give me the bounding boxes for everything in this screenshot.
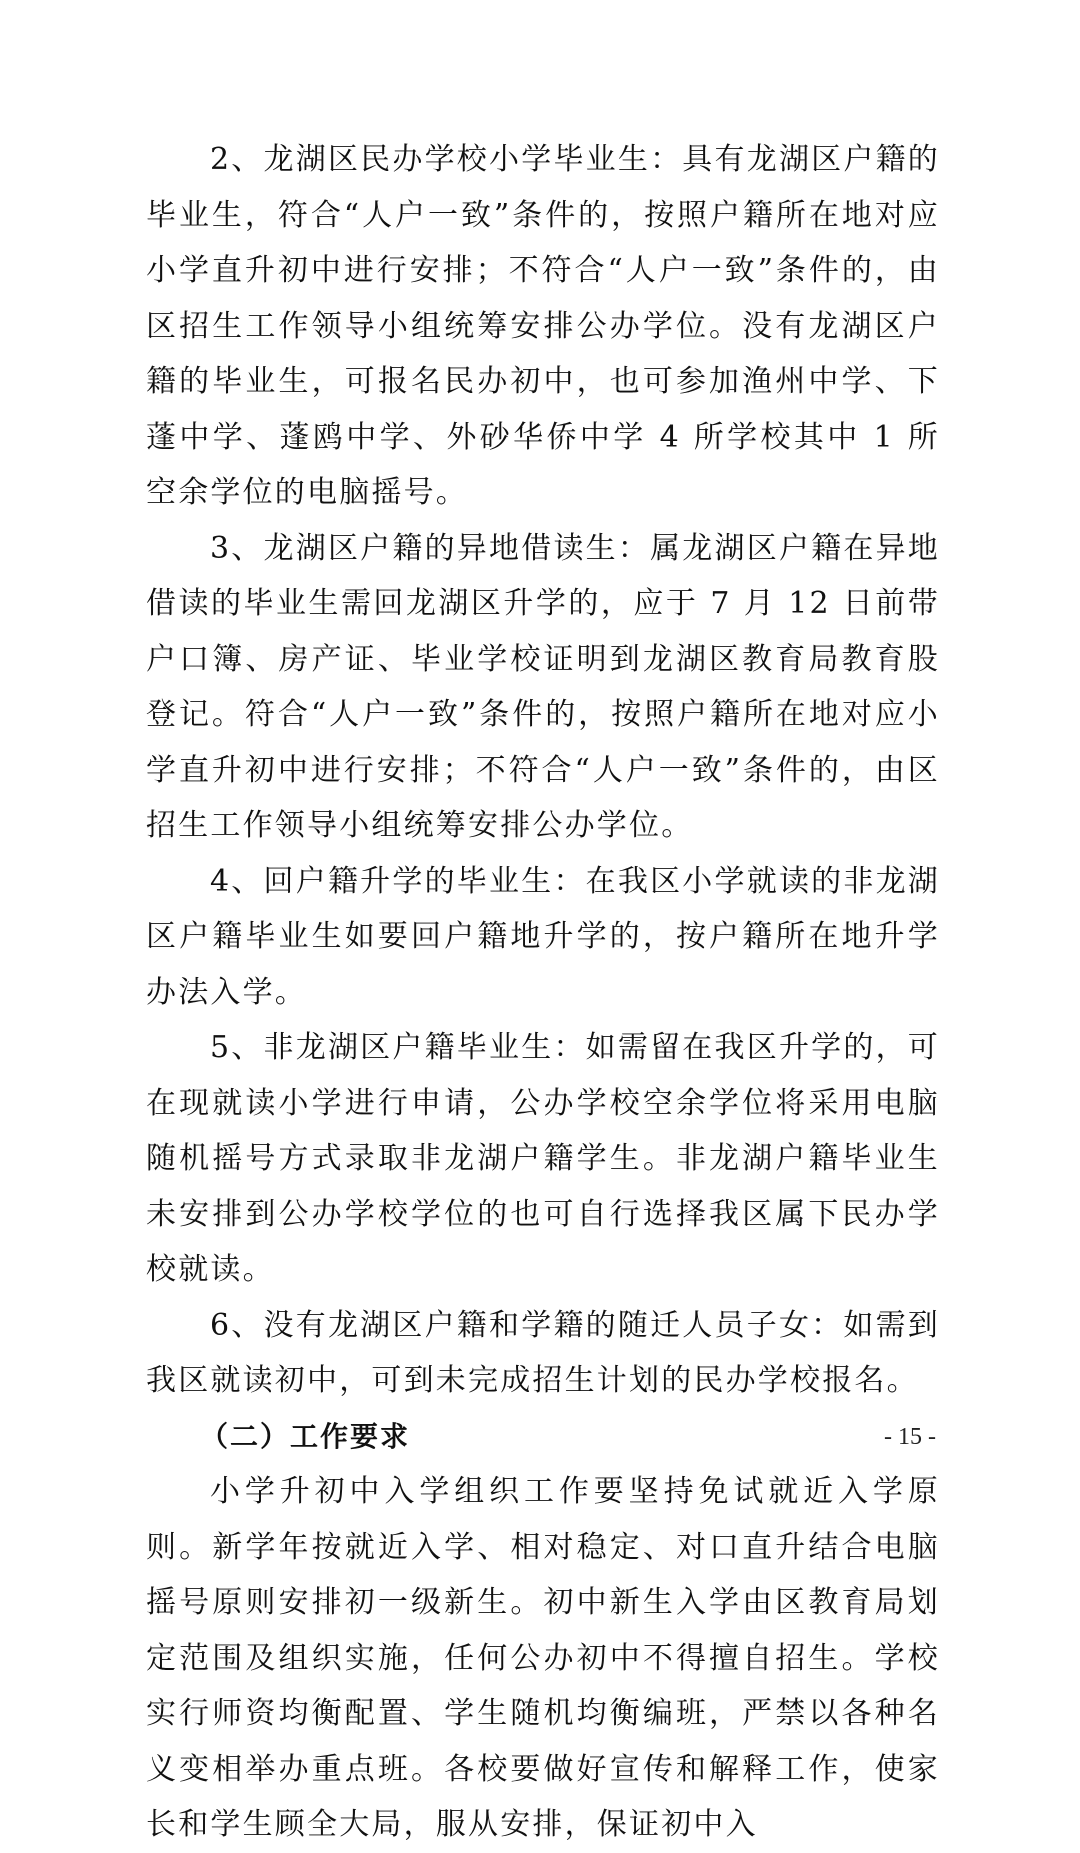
paragraph-item-6: 6、没有龙湖区户籍和学籍的随迁人员子女：如需到我区就读初中，可到未完成招生计划的民办学校报名。 — [146, 1307, 940, 1398]
paragraph-item-5: 5、非龙湖区户籍毕业生：如需留在我区升学的，可在现就读小学进行申请，公办学校空余学位将采用电脑随机摇号方式录取非龙湖户籍学生。非龙湖户籍毕业生未安排到公办学校学位的也可自行选择我区属下民办学校就读。 — [146, 1030, 940, 1287]
document-body — [146, 132, 940, 1853]
page-number: - 15 - — [884, 1424, 936, 1450]
paragraph-item-2: 2、龙湖区民办学校小学毕业生：具有龙湖区户籍的毕业生，符合“人户一致”条件的，按照户籍所在地对应小学直升初中进行安排；不符合“人户一致”条件的，由区招生工作领导小组统筹安排公办学位。没有龙湖区户籍的毕业生，可报名民办初中，也可参加渔州中学、下蓬中学、蓬鸥中学、外砂华侨中学 4 所学校其中 1 所空余学位的电脑摇号。 — [146, 142, 940, 510]
section-heading: （二）工作要求 — [200, 1419, 411, 1453]
paragraph-item-3: 3、龙湖区户籍的异地借读生：属龙湖区户籍在异地借读的毕业生需回龙湖区升学的，应于 7 月 12 日前带户口簿、房产证、毕业学校证明到龙湖区教育局教育股登记。符合“人户一致”条件的，按照户籍所在地对应小学直升初中进行安排；不符合“人户一致”条件的，由区招生工作领导小组统筹安排公办学位。 — [146, 530, 940, 843]
section-paragraph: 小学升初中入学组织工作要坚持免试就近入学原则。新学年按就近入学、相对稳定、对口直升结合电脑摇号原则安排初一级新生。初中新生入学由区教育局划定范围及组织实施，任何公办初中不得擅自招生。学校实行师资均衡配置、学生随机均衡编班，严禁以各种名义变相举办重点班。各校要做好宣传和解释工作，使家长和学生顾全大局，服从安排，保证初中入 — [146, 1474, 940, 1842]
paragraph-item-4: 4、回户籍升学的毕业生：在我区小学就读的非龙湖区户籍毕业生如要回户籍地升学的，按户籍所在地升学办法入学。 — [146, 863, 940, 1010]
